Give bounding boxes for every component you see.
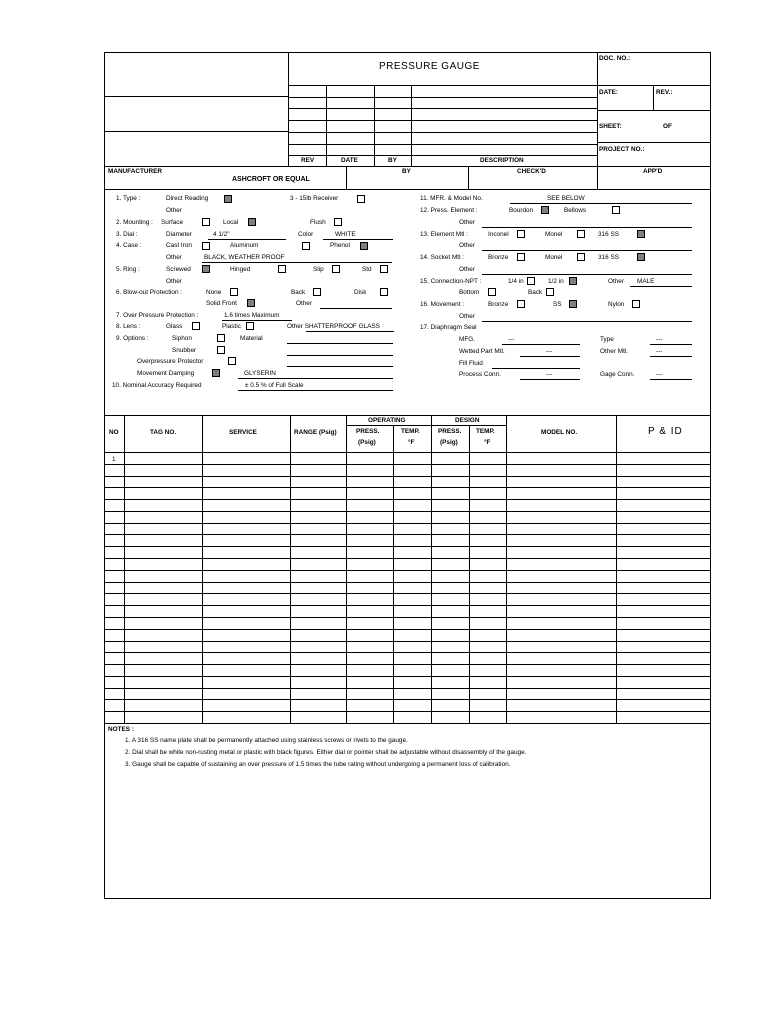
date-label: DATE: xyxy=(599,89,619,96)
local-label: Local xyxy=(223,219,239,226)
surface-checkbox[interactable] xyxy=(202,218,210,226)
col-header-operating: OPERATING xyxy=(368,417,406,424)
socket-ss316-checkbox[interactable] xyxy=(637,253,645,261)
fill-line xyxy=(323,239,393,240)
cast-iron-label: Cast Iron xyxy=(166,242,192,249)
rev-label: REV.: xyxy=(656,89,673,96)
none-label: None xyxy=(206,289,222,296)
table-row xyxy=(104,676,711,677)
vline xyxy=(346,166,347,189)
diameter-value: 4 1/2" xyxy=(213,231,230,238)
hline xyxy=(104,96,288,97)
type-other-label: Other xyxy=(166,207,182,214)
case-other-value: BLACK, WEATHER PROOF xyxy=(204,254,285,261)
type-label-right: Type xyxy=(600,336,614,343)
table-row xyxy=(104,641,711,642)
checked-label: CHECK'D xyxy=(517,168,546,175)
mfg-value: --- xyxy=(508,336,515,343)
socket-mtl-label: 14. Socket Mtl : xyxy=(420,254,465,261)
dial-label: 3. Dial : xyxy=(116,231,138,238)
hline xyxy=(288,97,597,98)
connection-back-label: Back xyxy=(528,289,543,296)
connection-back-checkbox[interactable] xyxy=(546,288,554,296)
bottom-checkbox[interactable] xyxy=(488,288,496,296)
solid-front-label: Solid Front xyxy=(206,300,237,307)
overpressure-protector-checkbox[interactable] xyxy=(228,357,236,365)
accuracy-label: 10. Nominal Accuracy Required xyxy=(112,382,202,389)
fill-line xyxy=(502,344,580,345)
accuracy-value: ± 0.5 % of Full Scale xyxy=(245,382,304,389)
hline xyxy=(597,85,711,86)
col-header-no: NO xyxy=(109,429,119,436)
case-label: 4. Case : xyxy=(116,242,142,249)
col-header-op-press: PRESS. xyxy=(356,428,380,435)
diaphragm-seal-label: 17. Diaphragm Seal xyxy=(420,324,477,331)
movement-damping-checkbox[interactable] xyxy=(212,369,220,377)
table-subheader-line xyxy=(346,425,506,426)
element-other-label: Other xyxy=(459,219,475,226)
inconel-label: Inconel xyxy=(488,231,509,238)
wetted-part-value: --- xyxy=(546,348,553,355)
hline xyxy=(288,85,597,86)
connection-label: 15. Connection-NPT : xyxy=(420,278,482,285)
receiver-label: 3 - 15lb Receiver xyxy=(290,195,339,202)
overpressure-label: 7. Over Pressure Protection : xyxy=(116,312,199,319)
table-row xyxy=(104,652,711,653)
damping-value: GLYSERIN xyxy=(244,370,276,377)
movement-other-label: Other xyxy=(459,313,475,320)
table-row xyxy=(104,464,711,465)
wetted-part-label: Wetted Part Mtl. xyxy=(459,348,505,355)
notes-label: NOTES : xyxy=(108,726,134,733)
hline xyxy=(288,132,597,133)
see-below-value: SEE BELOW xyxy=(547,195,585,202)
fill-line xyxy=(238,378,393,379)
bottom-label: Bottom xyxy=(459,289,480,296)
std-checkbox[interactable] xyxy=(380,265,388,273)
half-in-checkbox[interactable] xyxy=(569,277,577,285)
table-row xyxy=(104,534,711,535)
std-label: Std xyxy=(362,266,372,273)
fill-line xyxy=(482,321,692,322)
case-other-label: Other xyxy=(166,254,182,261)
table-row xyxy=(104,523,711,524)
ss316-checkbox[interactable] xyxy=(637,230,645,238)
half-in-label: 1/2 in xyxy=(548,278,564,285)
col-header-des-temp-unit: °F xyxy=(484,439,491,446)
col-header-des-press: PRESS. xyxy=(438,428,462,435)
cast-iron-checkbox[interactable] xyxy=(202,242,210,250)
col-header-design: DESIGN xyxy=(455,417,480,424)
flush-label: Flush xyxy=(310,219,326,226)
other-mtl-label: Other Mtl. xyxy=(600,348,629,355)
sheet-label: SHEET: xyxy=(599,123,622,130)
project-no-label: PROJECT NO.: xyxy=(599,146,645,153)
table-row xyxy=(104,511,711,512)
movement-damping-label: Movement Damping xyxy=(137,370,195,377)
screwed-label: Screwed xyxy=(166,266,191,273)
inconel-checkbox[interactable] xyxy=(517,230,525,238)
fill-line xyxy=(482,250,692,251)
none-checkbox[interactable] xyxy=(230,288,238,296)
vline xyxy=(411,85,412,166)
note-item: 1. A 316 SS name plate shall be permanently attached using stainless screws or rivets to the gauge. xyxy=(125,737,408,744)
back-checkbox[interactable] xyxy=(313,288,321,296)
diameter-label: Diameter xyxy=(166,231,192,238)
ss316-label: 316 SS xyxy=(598,231,619,238)
col-header-tag: TAG NO. xyxy=(150,429,177,436)
doc-no-label: DOC. NO.: xyxy=(599,55,631,62)
rev-column-label: REV xyxy=(301,157,315,164)
socket-other-label: Other xyxy=(459,266,475,273)
table-row xyxy=(104,699,711,700)
gage-conn-value: --- xyxy=(656,371,663,378)
vline xyxy=(468,166,469,189)
male-value: MALE xyxy=(637,278,655,285)
movement-ss-label: SS xyxy=(553,301,562,308)
type-value: --- xyxy=(656,336,663,343)
table-col-divider xyxy=(469,425,470,723)
options-label: 9. Options : xyxy=(116,335,149,342)
fill-line xyxy=(510,203,692,204)
manufacturer-value: ASHCROFT OR EQUAL xyxy=(232,176,310,183)
disk-label: Disk xyxy=(354,289,367,296)
plastic-label: Plastic xyxy=(222,323,241,330)
fill-line xyxy=(287,343,393,344)
table-row xyxy=(104,605,711,606)
element-mtl-label: 13. Element Mtl : xyxy=(420,231,468,238)
slip-checkbox[interactable] xyxy=(332,265,340,273)
nylon-checkbox[interactable] xyxy=(632,300,640,308)
page-title: PRESSURE GAUGE xyxy=(379,61,480,72)
col-header-des-temp: TEMP. xyxy=(476,428,495,435)
disk-checkbox[interactable] xyxy=(380,288,388,296)
of-label: OF xyxy=(663,123,672,130)
col-header-service: SERVICE xyxy=(229,429,257,436)
hline xyxy=(597,142,711,143)
direct-reading-label: Direct Reading xyxy=(166,195,209,202)
snubber-label: Snubber xyxy=(172,347,197,354)
color-label: Color xyxy=(298,231,314,238)
flush-checkbox[interactable] xyxy=(334,218,342,226)
fill-line xyxy=(202,262,392,263)
lens-label: 8. Lens : xyxy=(116,323,141,330)
siphon-label: Siphon xyxy=(172,335,192,342)
approved-label: APP'D xyxy=(643,168,663,175)
table-top-border xyxy=(104,415,711,416)
table-bottom-border xyxy=(104,723,711,724)
aluminum-label: Aluminum xyxy=(230,242,259,249)
lens-other-value: Other SHATTERPROOF GLASS xyxy=(287,323,380,330)
table-row xyxy=(104,476,711,477)
monel-label: Monel xyxy=(545,231,563,238)
aluminum-checkbox[interactable] xyxy=(302,242,310,250)
table-row xyxy=(104,546,711,547)
table-row xyxy=(104,499,711,500)
hline xyxy=(597,110,711,111)
blowout-other-label: Other xyxy=(296,300,312,307)
plastic-checkbox[interactable] xyxy=(246,322,254,330)
vline xyxy=(597,52,598,189)
description-column-label: DESCRIPTION xyxy=(480,157,524,164)
table-row xyxy=(104,570,711,571)
fill-line xyxy=(287,366,393,367)
vline xyxy=(653,85,654,110)
note-item: 2. Dial shall be white non-rusting metal or plastic with black figures. Either dial or pointer shall be adjustable without disassembly of the gauge. xyxy=(125,749,527,756)
fill-line xyxy=(238,390,393,391)
vline xyxy=(374,85,375,166)
bellows-checkbox[interactable] xyxy=(612,206,620,214)
other-mtl-value: --- xyxy=(656,348,663,355)
fill-line xyxy=(650,356,692,357)
monel-checkbox[interactable] xyxy=(577,230,585,238)
connection-other-label: Other xyxy=(608,278,624,285)
col-header-op-temp-unit: °F xyxy=(408,439,415,446)
table-col-divider xyxy=(393,425,394,723)
fill-line xyxy=(492,368,580,369)
table-row xyxy=(104,711,711,712)
vline xyxy=(288,52,289,167)
back-label: Back xyxy=(291,289,306,296)
direct-reading-checkbox[interactable] xyxy=(224,195,232,203)
ring-label: 5. Ring : xyxy=(116,266,140,273)
hline xyxy=(104,166,711,167)
table-row xyxy=(104,664,711,665)
hline xyxy=(288,155,597,156)
fill-line xyxy=(630,286,692,287)
hinged-label: Hinged xyxy=(230,266,251,273)
hline xyxy=(104,131,288,132)
table-row xyxy=(104,617,711,618)
movement-label: 16. Movement : xyxy=(420,301,465,308)
col-header-op-press-unit: (Psig) xyxy=(358,439,376,446)
element-mtl-other-label: Other xyxy=(459,242,475,249)
table-row xyxy=(104,558,711,559)
hline xyxy=(288,144,597,145)
siphon-checkbox[interactable] xyxy=(217,334,225,342)
quarter-in-checkbox[interactable] xyxy=(527,277,535,285)
solid-front-checkbox[interactable] xyxy=(247,299,255,307)
socket-bronze-label: Bronze xyxy=(488,254,509,261)
table-row xyxy=(104,688,711,689)
hline xyxy=(104,189,711,190)
hline xyxy=(288,120,597,121)
glass-checkbox[interactable] xyxy=(192,322,200,330)
receiver-checkbox[interactable] xyxy=(357,195,365,203)
surface-label: Surface xyxy=(161,219,184,226)
col-header-model: MODEL NO. xyxy=(541,429,578,436)
fill-line xyxy=(650,379,692,380)
col-header-range: RANGE (Psig) xyxy=(294,429,337,436)
table-header-bottom xyxy=(104,452,711,453)
manufacturer-label: MANUFACTURER xyxy=(108,168,162,175)
socket-bronze-checkbox[interactable] xyxy=(517,253,525,261)
date-column-label: DATE xyxy=(341,157,358,164)
local-checkbox[interactable] xyxy=(248,218,256,226)
row-number: 1 xyxy=(112,456,116,463)
process-conn-value: --- xyxy=(546,371,553,378)
fill-line xyxy=(222,320,292,321)
fill-line xyxy=(482,274,692,275)
ring-other-label: Other xyxy=(166,278,182,285)
nylon-label: Nylon xyxy=(608,301,625,308)
table-row xyxy=(104,629,711,630)
mfg-label: MFG. xyxy=(459,336,475,343)
bourdon-checkbox[interactable] xyxy=(541,206,549,214)
slip-label: Slip xyxy=(313,266,324,273)
screwed-checkbox[interactable] xyxy=(202,265,210,273)
fill-line xyxy=(520,356,580,357)
by-label: BY xyxy=(402,168,411,175)
hline xyxy=(288,108,597,109)
socket-monel-label: Monel xyxy=(545,254,563,261)
fill-line xyxy=(650,344,692,345)
color-value: WHITE xyxy=(335,231,356,238)
movement-bronze-label: Bronze xyxy=(488,301,509,308)
press-element-label: 12. Press. Element : xyxy=(420,207,478,214)
fill-line xyxy=(208,239,286,240)
table-row xyxy=(104,593,711,594)
table-row xyxy=(104,487,711,488)
fill-line xyxy=(306,331,394,332)
socket-monel-checkbox[interactable] xyxy=(577,253,585,261)
material-label: Material xyxy=(240,335,263,342)
mounting-label: 2. Mounting : xyxy=(116,219,153,226)
movement-ss-checkbox[interactable] xyxy=(569,300,577,308)
fill-line xyxy=(482,227,692,228)
snubber-checkbox[interactable] xyxy=(217,346,225,354)
overpressure-value: 1.6 times Maximum xyxy=(224,312,280,319)
type-label: 1. Type : xyxy=(116,195,141,202)
mfr-model-label: 11. MFR. & Model No. xyxy=(420,195,483,202)
vline xyxy=(326,85,327,166)
movement-bronze-checkbox[interactable] xyxy=(517,300,525,308)
bourdon-label: Bourdon xyxy=(509,207,534,214)
gage-conn-label: Gage Conn. xyxy=(600,371,635,378)
table-row xyxy=(104,582,711,583)
socket-ss316-label: 316 SS xyxy=(598,254,619,261)
col-header-des-press-unit: (Psig) xyxy=(440,439,458,446)
phenol-label: Phenol xyxy=(330,242,350,249)
fill-fluid-label: Fill Fluid xyxy=(459,360,483,367)
process-conn-label: Process Conn. xyxy=(459,371,501,378)
col-header-pid: P & ID xyxy=(648,426,683,437)
fill-line xyxy=(287,355,393,356)
by-column-label: BY xyxy=(388,157,397,164)
overpressure-protector-label: Overpressure Protector xyxy=(137,358,204,365)
quarter-in-label: 1/4 in xyxy=(508,278,524,285)
note-item: 3. Gauge shall be capable of sustaining an over pressure of 1.5 times the tube rating without undergoing a permanent loss of calibration. xyxy=(125,761,511,768)
fill-line xyxy=(320,308,392,309)
blowout-label: 6. Blow-out Protection : xyxy=(116,289,183,296)
glass-label: Glass xyxy=(166,323,183,330)
col-header-op-temp: TEMP. xyxy=(401,428,420,435)
phenol-checkbox[interactable] xyxy=(360,242,368,250)
fill-line xyxy=(520,379,580,380)
hinged-checkbox[interactable] xyxy=(278,265,286,273)
bellows-label: Bellows xyxy=(564,207,587,214)
